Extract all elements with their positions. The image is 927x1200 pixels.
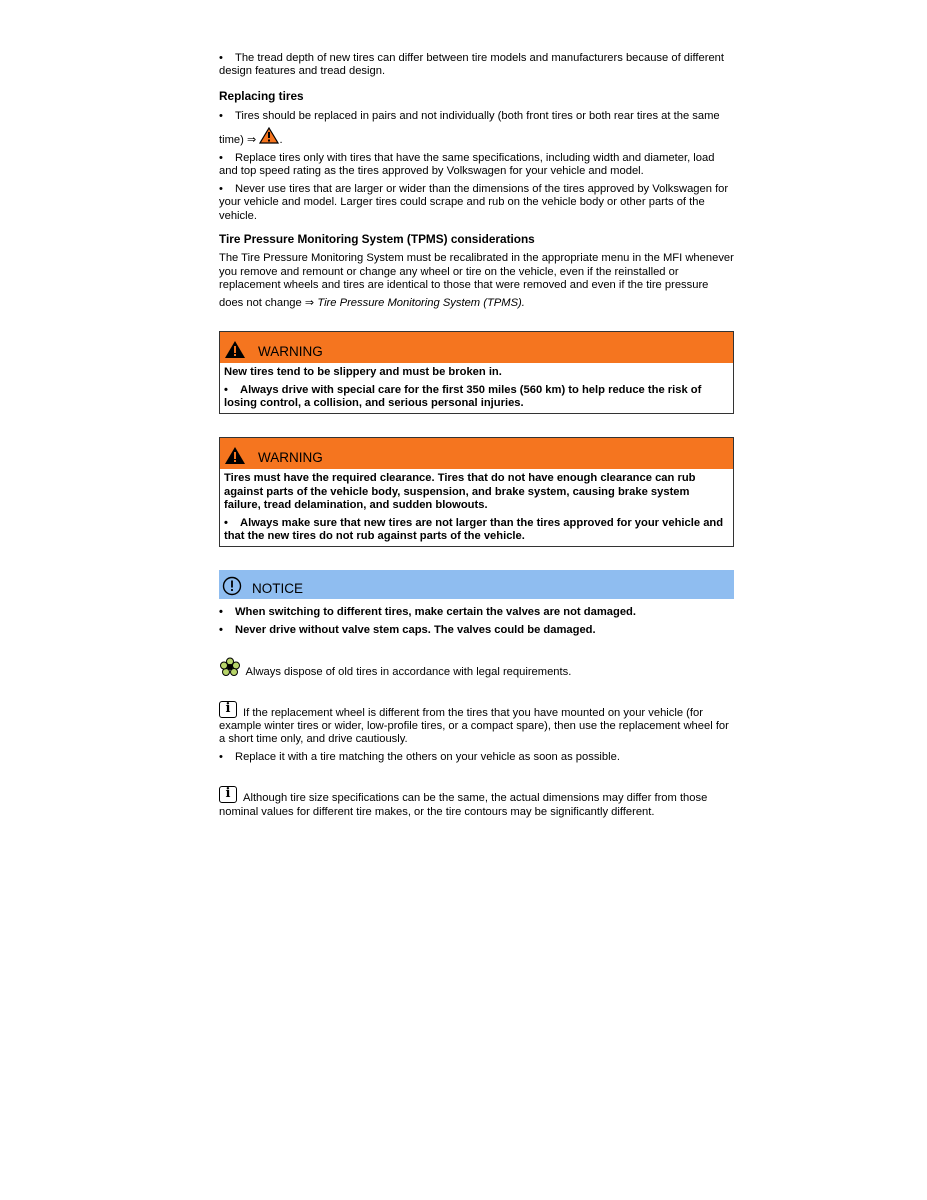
info-icon: i	[219, 701, 237, 718]
tpms-heading: Tire Pressure Monitoring System (TPMS) considerations	[219, 232, 535, 247]
bullet-dot: •	[219, 182, 223, 195]
tpms-text-end	[219, 297, 734, 310]
bullet-dot: •	[224, 383, 228, 396]
info-note-1	[219, 701, 734, 747]
arrow-symbol: ⇒	[304, 296, 315, 309]
replacing-bullet-1-end: time)	[219, 133, 244, 146]
intro-bullet	[219, 52, 734, 79]
document-page	[219, 52, 734, 819]
intro-bullet-text: The tread depth of new tires can differ between tire models and manufacturers because of different design features and tread design.	[219, 52, 725, 78]
notice-exclamation-icon	[222, 576, 242, 596]
notice-box	[219, 570, 734, 637]
warning-bullet	[224, 384, 729, 411]
warning-triangle-icon	[259, 127, 279, 144]
info-note-1-bullet	[219, 751, 734, 764]
bullet-dot: •	[219, 606, 223, 619]
environment-note-text: Always dispose of old tires in accordance with legal requirements.	[245, 666, 572, 679]
notice-bullet-1-text: When switching to different tires, make certain the valves are not damaged.	[235, 606, 636, 619]
warning-body	[220, 363, 733, 413]
notice-bullet-1	[219, 606, 734, 619]
replacing-bullet-3-text: Never use tires that are larger or wider than the dimensions of the tires approved by Volkswagen for your vehicle and model. Larger tires could scrape and rub on the vehicle body or other parts of the vehicle.	[219, 182, 729, 222]
replacing-heading: Replacing tires	[219, 88, 304, 103]
environment-note	[219, 657, 734, 679]
replacing-bullet-3	[219, 183, 734, 223]
replacing-bullet-1	[219, 110, 734, 123]
bullet-dot: •	[219, 52, 223, 64]
bullet-dot: •	[219, 110, 223, 123]
warning-bullet-text: Always drive with special care for the first 350 miles (560 km) to help reduce the risk of losing control, a collision, and serious personal injuries.	[224, 383, 702, 409]
arrow-symbol: ⇒	[246, 133, 257, 146]
info-note-2	[219, 786, 734, 819]
warning-triangle-icon	[224, 446, 246, 465]
tpms-text: The Tire Pressure Monitoring System must be recalibrated in the appropriate menu in the MFI whenever you remove and remount or change any wheel or tire on the vehicle, even if the reinstalled or replacement wheels and tires are identical to those that were removed and even if the tire pressure	[219, 252, 734, 292]
notice-header	[219, 570, 734, 599]
notice-bullet-2-text: Never drive without valve stem caps. The valves could be damaged.	[235, 623, 596, 636]
info-icon: i	[219, 786, 237, 803]
notice-bullet-2	[219, 624, 734, 637]
replacing-bullet-1-text: Tires should be replaced in pairs and not individually (both front tires or both rear tires at the same	[235, 110, 720, 123]
info-note-1-text: If the replacement wheel is different from the tires that you have mounted on your vehicle (for example winter tires or wider, low-profile tires, or a compact spare), then use the replacement wheel for a short time only, and drive cautiously.	[219, 706, 729, 746]
warning-lead: New tires tend to be slippery and must be broken in.	[224, 366, 502, 379]
warning-header	[220, 438, 733, 469]
replacing-bullet-2-text: Replace tires only with tires that have the same specifications, including width and diameter, load and top speed rating as the tires approved by Volkswagen for your vehicle and model.	[219, 152, 715, 178]
notice-title: NOTICE	[252, 581, 304, 597]
replacing-bullet-1-cont	[219, 127, 734, 147]
warning-title: WARNING	[258, 344, 323, 360]
warning-bullet	[224, 517, 729, 544]
warning-lead: Tires must have the required clearance. Tires that do not have enough clearance can rub against parts of the vehicle body, suspension, and brake system, causing brake system failure, tread delamination, and sudden blowouts.	[224, 472, 696, 512]
period: .	[279, 133, 283, 146]
warning-bullet-text: Always make sure that new tires are not larger than the tires approved for your vehicle and that the new tires do not rub against parts of the vehicle.	[224, 516, 724, 542]
info-note-2-text: Although tire size specifications can be the same, the actual dimensions may differ from those nominal values for different tire makes, or the tire contours may be significantly different.	[219, 792, 708, 818]
bullet-dot: •	[219, 152, 223, 165]
warning-header	[220, 332, 733, 363]
warning-title: WARNING	[258, 450, 323, 466]
tpms-link[interactable]: Tire Pressure Monitoring System (TPMS).	[317, 296, 525, 309]
environment-flower-icon	[219, 657, 241, 677]
info-note-1-bullet-text: Replace it with a tire matching the others on your vehicle as soon as possible.	[235, 750, 620, 763]
warning-body	[220, 469, 733, 546]
bullet-dot: •	[219, 750, 223, 763]
replacing-bullet-2	[219, 152, 734, 179]
warning-box-2	[219, 437, 734, 547]
warning-triangle-icon	[224, 340, 246, 359]
bullet-dot: •	[219, 623, 223, 636]
warning-box-1	[219, 331, 734, 414]
bullet-dot: •	[224, 516, 228, 529]
tpms-text-end-label: does not change	[219, 296, 302, 309]
